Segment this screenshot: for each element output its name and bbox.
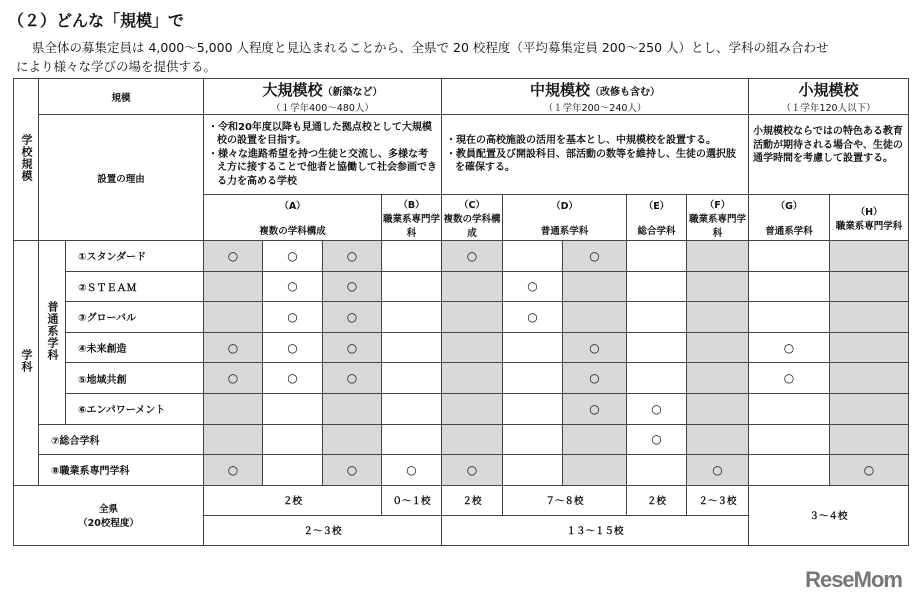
cell-f	[687, 455, 749, 486]
cell-g	[749, 332, 830, 363]
cell-g	[749, 363, 830, 394]
cell-a1	[204, 363, 263, 394]
cell-c	[442, 271, 503, 302]
cell-h	[830, 241, 909, 272]
cell-d1	[503, 332, 563, 363]
cell-g	[749, 241, 830, 272]
circle-mark: ○	[527, 279, 538, 294]
circle-mark: ○	[712, 462, 723, 477]
cell-b	[382, 455, 442, 486]
cell-a2	[263, 363, 323, 394]
circle-mark: ○	[783, 340, 795, 355]
table-row	[14, 302, 909, 333]
cell-g	[749, 455, 830, 486]
cell-d1	[503, 363, 563, 394]
general-dept-label: 普通系学科	[39, 241, 66, 425]
circle-mark: ○	[287, 279, 298, 294]
total-a: ２校	[204, 485, 382, 515]
row-label: ⑥エンパワーメント	[66, 393, 204, 424]
cell-f	[687, 332, 749, 363]
cell-f	[687, 302, 749, 333]
cell-h	[830, 332, 909, 363]
totals-label: 全県 （20校程度）	[14, 485, 204, 545]
cell-e	[627, 332, 687, 363]
cell-c	[442, 302, 503, 333]
cell-a2	[263, 271, 323, 302]
circle-mark: ○	[651, 432, 662, 447]
cell-e	[627, 271, 687, 302]
cell-h	[830, 424, 909, 455]
cell-a3	[323, 271, 382, 302]
table-row	[14, 363, 909, 394]
table-row	[14, 271, 909, 302]
small-school-header: 小規模校 （１学年120人以下）	[749, 79, 909, 115]
medium-school-header: 中規模校（改修も含む） （１学年200～240人）	[442, 79, 749, 115]
circle-mark: ○	[589, 340, 600, 355]
cell-e	[627, 393, 687, 424]
row-label: ③グローバル	[66, 302, 204, 333]
cell-g	[749, 271, 830, 302]
cell-f	[687, 424, 749, 455]
cell-d2	[563, 271, 627, 302]
reason-label: 設置の理由	[39, 115, 204, 241]
large-school-header: 大規模校（新築など） （１学年400～480人）	[204, 79, 442, 115]
small-reason: 小規模校ならではの特色ある教育活動が期待される場合や、生徒の通学時間を考慮して設置する。	[749, 115, 909, 195]
cell-h	[830, 393, 909, 424]
cell-a2	[263, 424, 323, 455]
cell-g	[749, 302, 830, 333]
total-d: ７～８校	[503, 485, 627, 515]
circle-mark: ○	[287, 340, 298, 355]
type-f: （F） 職業系専門学科	[687, 195, 749, 241]
cell-b	[382, 424, 442, 455]
total-c: ２校	[442, 485, 503, 515]
dept-label: 学科	[14, 241, 39, 486]
type-c: （C） 複数の学科構成	[442, 195, 503, 241]
cell-a3	[323, 455, 382, 486]
cell-d1	[503, 271, 563, 302]
circle-mark: ○	[346, 279, 358, 294]
circle-mark: ○	[346, 462, 358, 477]
circle-mark: ○	[227, 462, 239, 477]
circle-mark: ○	[346, 309, 358, 324]
cell-h	[830, 271, 909, 302]
cell-d2	[563, 393, 627, 424]
cell-h	[830, 363, 909, 394]
cell-d2	[563, 455, 627, 486]
row-label: ②ＳＴＥＡＭ	[66, 271, 204, 302]
cell-f	[687, 241, 749, 272]
cell-d2	[563, 363, 627, 394]
cell-d1	[503, 241, 563, 272]
cell-e	[627, 241, 687, 272]
cell-b	[382, 363, 442, 394]
cell-c	[442, 424, 503, 455]
total-e: ２校	[627, 485, 687, 515]
total-b: ０～１校	[382, 485, 442, 515]
table-row	[14, 424, 909, 455]
circle-mark: ○	[527, 309, 538, 324]
school-scale-table	[13, 78, 909, 546]
cell-d1	[503, 424, 563, 455]
cell-f	[687, 363, 749, 394]
cell-a2	[263, 455, 323, 486]
cell-f	[687, 393, 749, 424]
circle-mark: ○	[466, 462, 478, 477]
large-reason: ・令和20年度以降も見通した拠点校として大規模校の設置を目指す。 ・様々な進路希望を持つ生徒と交流し、多様な考え方に接することで他者と協働して社会参画できる力を高める学校	[204, 115, 442, 195]
row-label: ④未来創造	[66, 332, 204, 363]
table-row	[14, 455, 909, 486]
cell-a1	[204, 424, 263, 455]
cell-d2	[563, 332, 627, 363]
cell-a1	[204, 271, 263, 302]
circle-mark: ○	[466, 248, 478, 263]
type-e: （E） 総合学科	[627, 195, 687, 241]
circle-mark: ○	[287, 309, 298, 324]
circle-mark: ○	[589, 248, 600, 263]
cell-d2	[563, 241, 627, 272]
cell-h	[830, 455, 909, 486]
cell-d2	[563, 424, 627, 455]
cell-d1	[503, 455, 563, 486]
cell-e	[627, 424, 687, 455]
type-d: （D） 普通系学科	[503, 195, 627, 241]
scale-label: 規模	[39, 79, 204, 115]
cell-b	[382, 332, 442, 363]
cell-b	[382, 393, 442, 424]
cell-a1	[204, 455, 263, 486]
cell-e	[627, 455, 687, 486]
cell-a3	[323, 424, 382, 455]
circle-mark: ○	[783, 371, 795, 386]
cell-g	[749, 393, 830, 424]
circle-mark: ○	[863, 462, 875, 477]
cell-a1	[204, 302, 263, 333]
cell-a3	[323, 241, 382, 272]
total-medium: １３～１５校	[442, 515, 749, 545]
total-large: ２～３校	[204, 515, 442, 545]
total-f: ２～３校	[687, 485, 749, 515]
cell-c	[442, 363, 503, 394]
school-size-label: 学校規模	[14, 79, 39, 241]
cell-d2	[563, 302, 627, 333]
cell-e	[627, 302, 687, 333]
table-row	[14, 241, 909, 272]
cell-a3	[323, 302, 382, 333]
cell-b	[382, 302, 442, 333]
intro-text	[16, 38, 916, 76]
cell-f	[687, 271, 749, 302]
section-heading: （２）どんな「規模」で	[8, 11, 185, 30]
circle-mark: ○	[406, 462, 417, 477]
cell-g	[749, 424, 830, 455]
row-label: ⑦総合学科	[39, 424, 204, 455]
resemom-logo: ReseMom	[805, 567, 902, 592]
circle-mark: ○	[589, 371, 600, 386]
circle-mark: ○	[651, 401, 662, 416]
medium-reason: ・現在の高校施設の活用を基本とし、中規模校を設置する。 ・教員配置及び開設科目、部活動の数等を維持し、生徒の選択肢を確保する。	[442, 115, 749, 195]
cell-a1	[204, 393, 263, 424]
cell-c	[442, 393, 503, 424]
circle-mark: ○	[287, 248, 298, 263]
row-label: ①スタンダード	[66, 241, 204, 272]
cell-a2	[263, 241, 323, 272]
cell-c	[442, 241, 503, 272]
total-small: ３～４校	[749, 485, 909, 545]
intro-line: 県全体の募集定員は 4,000～5,000 人程度と見込まれることから、全県で 20 校程度（平均募集定員 200～250 人）とし、学科の組み合わせ	[32, 40, 829, 55]
type-h: （H） 職業系専門学科	[830, 195, 909, 241]
table-row	[14, 393, 909, 424]
circle-mark: ○	[227, 340, 239, 355]
table-row	[14, 332, 909, 363]
type-b: （B） 職業系専門学科	[382, 195, 442, 241]
cell-c	[442, 455, 503, 486]
cell-d1	[503, 393, 563, 424]
circle-mark: ○	[346, 371, 358, 386]
cell-a1	[204, 332, 263, 363]
circle-mark: ○	[589, 401, 600, 416]
cell-b	[382, 271, 442, 302]
circle-mark: ○	[346, 248, 358, 263]
cell-h	[830, 302, 909, 333]
circle-mark: ○	[346, 340, 358, 355]
circle-mark: ○	[227, 248, 239, 263]
row-label: ⑧職業系専門学科	[39, 455, 204, 486]
type-g: （G） 普通系学科	[749, 195, 830, 241]
circle-mark: ○	[227, 371, 239, 386]
cell-b	[382, 241, 442, 272]
cell-c	[442, 332, 503, 363]
cell-d1	[503, 302, 563, 333]
cell-a2	[263, 393, 323, 424]
type-a: （A） 複数の学科構成	[204, 195, 382, 241]
cell-a3	[323, 393, 382, 424]
cell-a3	[323, 363, 382, 394]
cell-e	[627, 363, 687, 394]
intro-line: により様々な学びの場を提供する。	[16, 59, 217, 74]
circle-mark: ○	[287, 371, 298, 386]
cell-a2	[263, 302, 323, 333]
cell-a3	[323, 332, 382, 363]
cell-a2	[263, 332, 323, 363]
row-label: ⑤地域共創	[66, 363, 204, 394]
cell-a1	[204, 241, 263, 272]
